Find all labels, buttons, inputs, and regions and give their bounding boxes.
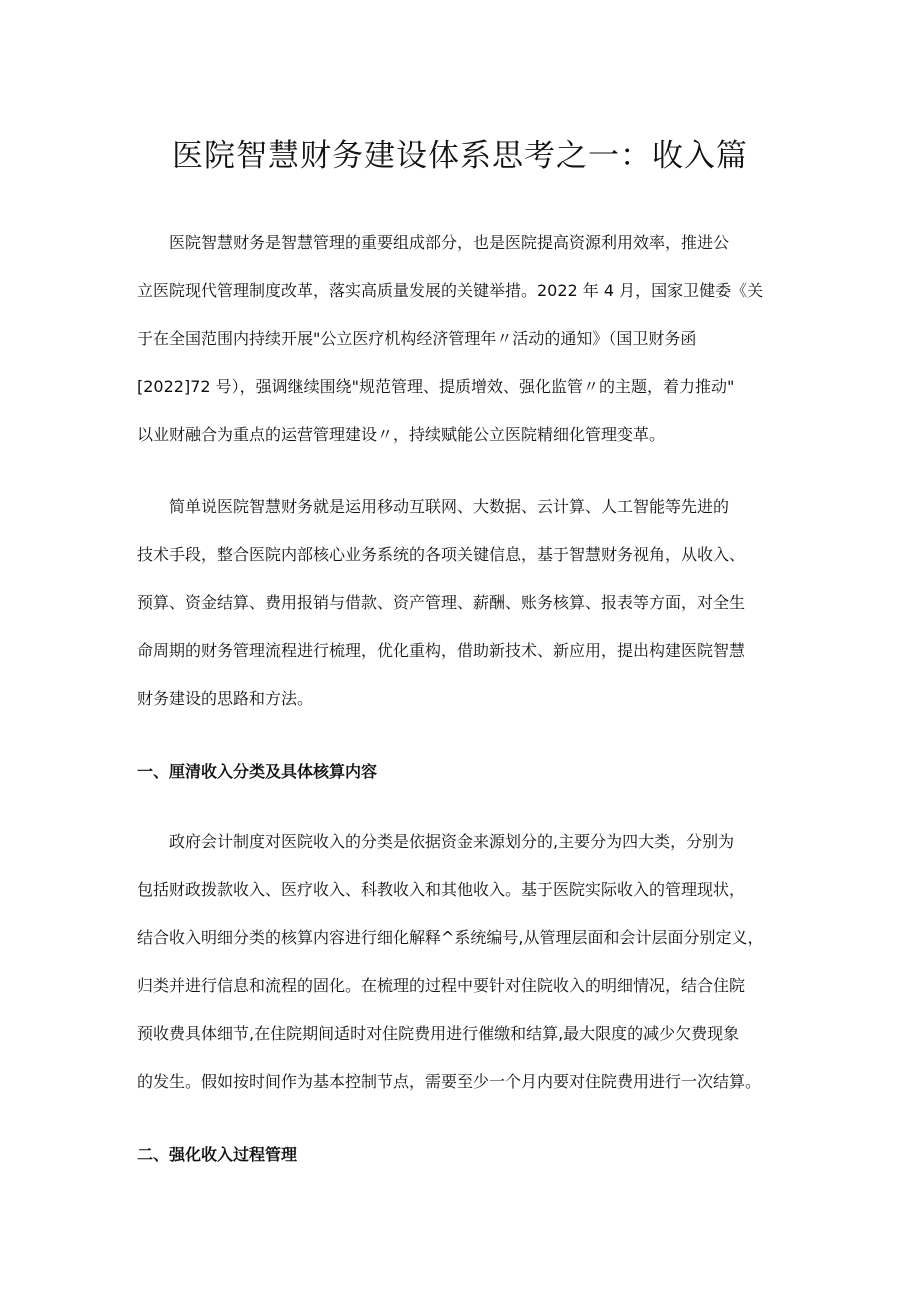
paragraph-line: 以业财融合为重点的运营管理建设〃，持续赋能公立医院精细化管理变革。	[137, 425, 666, 444]
intro-paragraph	[137, 219, 787, 459]
section-1-paragraph	[137, 818, 787, 1106]
paragraph-line: 归类并进行信息和流程的固化。在梳理的过程中要针对住院收入的明细情况，结合住院	[137, 976, 746, 995]
paragraph-line: 预收费具体细节,在住院期间适时对住院费用进行催缴和结算,最大限度的减少欠费现象	[137, 1024, 740, 1043]
paragraph-line: 包括财政拨款收入、医疗收入、科教收入和其他收入。基于医院实际收入的管理现状，	[137, 880, 746, 899]
paragraph-line: 结合收入明细分类的核算内容进行细化解释^系统编号,从管理层面和会计层面分别定义，	[137, 928, 764, 947]
section-heading-1: 一、厘清收入分类及具体核算内容	[137, 762, 378, 781]
paragraph-line: 于在全国范围内持续开展"公立医疗机构经济管理年〃活动的通知》（国卫财务函	[137, 329, 697, 348]
paragraph-line: 的发生。假如按时间作为基本控制节点，需要至少一个月内要对住院费用进行一次结算。	[137, 1072, 762, 1091]
paragraph-line: [2022]72 号），强调继续围绕"规范管理、提质增效、强化监管〃的主题，着力推动"	[137, 377, 735, 396]
section-heading-2: 二、强化收入过程管理	[137, 1145, 298, 1164]
paragraph-line: 财务建设的思路和方法。	[137, 689, 314, 708]
paragraph-line: 立医院现代管理制度改革，落实高质量发展的关键举措。2022 年 4 月，国家卫健委《关	[137, 281, 764, 300]
paragraph-line: 简单说医院智慧财务就是运用移动互联网、大数据、云计算、人工智能等先进的	[137, 497, 730, 516]
paragraph-line: 医院智慧财务是智慧管理的重要组成部分，也是医院提高资源利用效率，推进公	[137, 233, 730, 252]
paragraph-line: 技术手段，整合医院内部核心业务系统的各项关键信息，基于智慧财务视角，从收入、	[137, 545, 746, 564]
paragraph-line: 命周期的财务管理流程进行梳理，优化重构，借助新技术、新应用，提出构建医院智慧	[137, 641, 746, 660]
document-title: 医院智慧财务建设体系思考之一：收入篇	[172, 138, 748, 174]
definition-paragraph	[137, 483, 787, 723]
paragraph-line: 政府会计制度对医院收入的分类是依据资金来源划分的,主要分为四大类，分别为	[137, 832, 735, 851]
paragraph-line: 预算、资金结算、费用报销与借款、资产管理、薪酬、账务核算、报表等方面，对全生	[137, 593, 746, 612]
